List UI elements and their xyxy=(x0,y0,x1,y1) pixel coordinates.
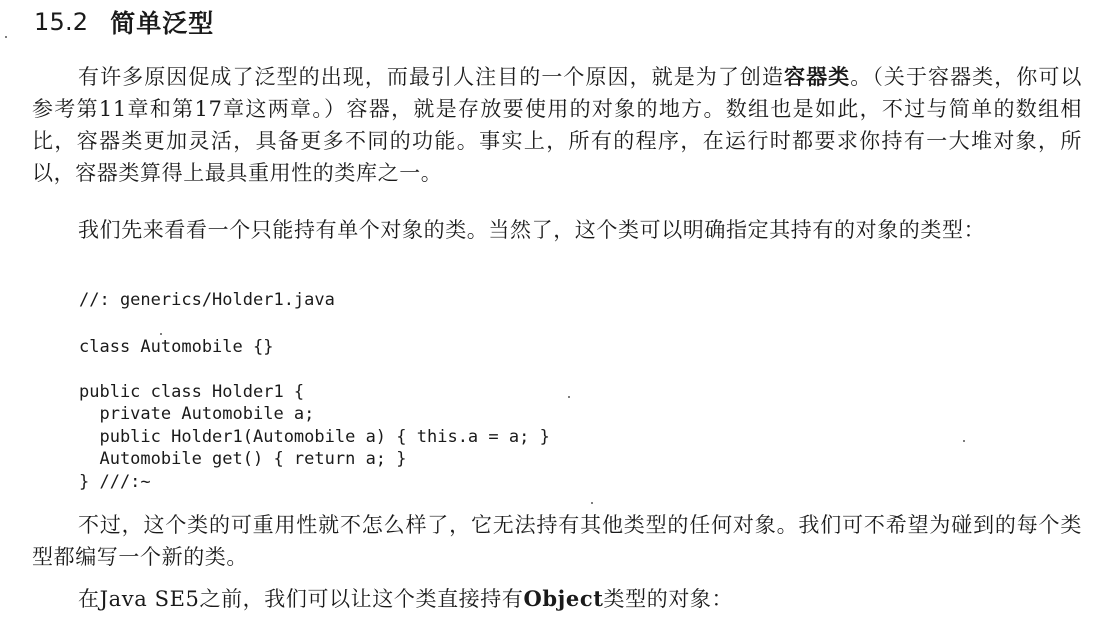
term-container-class: 容器类 xyxy=(784,64,851,89)
term-object: Object xyxy=(523,586,604,611)
paragraph-text: 不过，这个类的可重用性就不怎么样了，它无法持有其他类型的任何对象。我们可不希望为碰到的每个类型都编写一个新的类。 xyxy=(32,513,1082,569)
code-line: } ///:~ xyxy=(79,472,151,492)
paragraph-text: 。（关于容器类，你可以参考第11章和第17章这两章。）容器，就是存放要使用的对象的地方。数组也是如此，不过与简单的数组相比，容器类更加灵活，具备更多不同的功能。事实上，所有的程序，在运行时都要求你持有一大堆对象，所以，容器类算得上最具重用性的类库之一。 xyxy=(32,65,1082,185)
code-line: //: generics/Holder1.java xyxy=(79,290,335,310)
code-line: private Automobile a; xyxy=(79,404,315,424)
scan-speck xyxy=(963,440,965,442)
paragraph-text: 我们先来看看一个只能持有单个对象的类。当然了，这个类可以明确指定其持有的对象的类型： xyxy=(78,218,986,242)
code-line: public class Holder1 { xyxy=(79,382,305,402)
section-number: 15.2 xyxy=(34,8,89,36)
code-line: class Automobile {} xyxy=(79,337,274,357)
scan-speck xyxy=(568,396,570,398)
paragraph-single-object-holder xyxy=(32,214,1082,284)
paragraph-text: 类型的对象： xyxy=(603,587,734,611)
code-line: Automobile get() { return a; } xyxy=(79,449,407,469)
scan-speck xyxy=(5,36,7,38)
paragraph-object-type xyxy=(32,583,1082,617)
section-heading xyxy=(34,4,214,40)
paragraph-text: 在Java SE5之前，我们可以让这个类直接持有 xyxy=(78,587,524,611)
section-title: 简单泛型 xyxy=(110,9,215,38)
paragraph-containers xyxy=(32,61,1082,195)
code-line: public Holder1(Automobile a) { this.a = a; } xyxy=(79,427,550,447)
scan-speck xyxy=(160,333,162,335)
paragraph-reusability xyxy=(32,509,1082,579)
paragraph-text: 有许多原因促成了泛型的出现，而最引人注目的一个原因，就是为了创造 xyxy=(78,65,785,89)
scan-speck xyxy=(591,502,593,504)
code-listing-holder1 xyxy=(79,289,979,494)
